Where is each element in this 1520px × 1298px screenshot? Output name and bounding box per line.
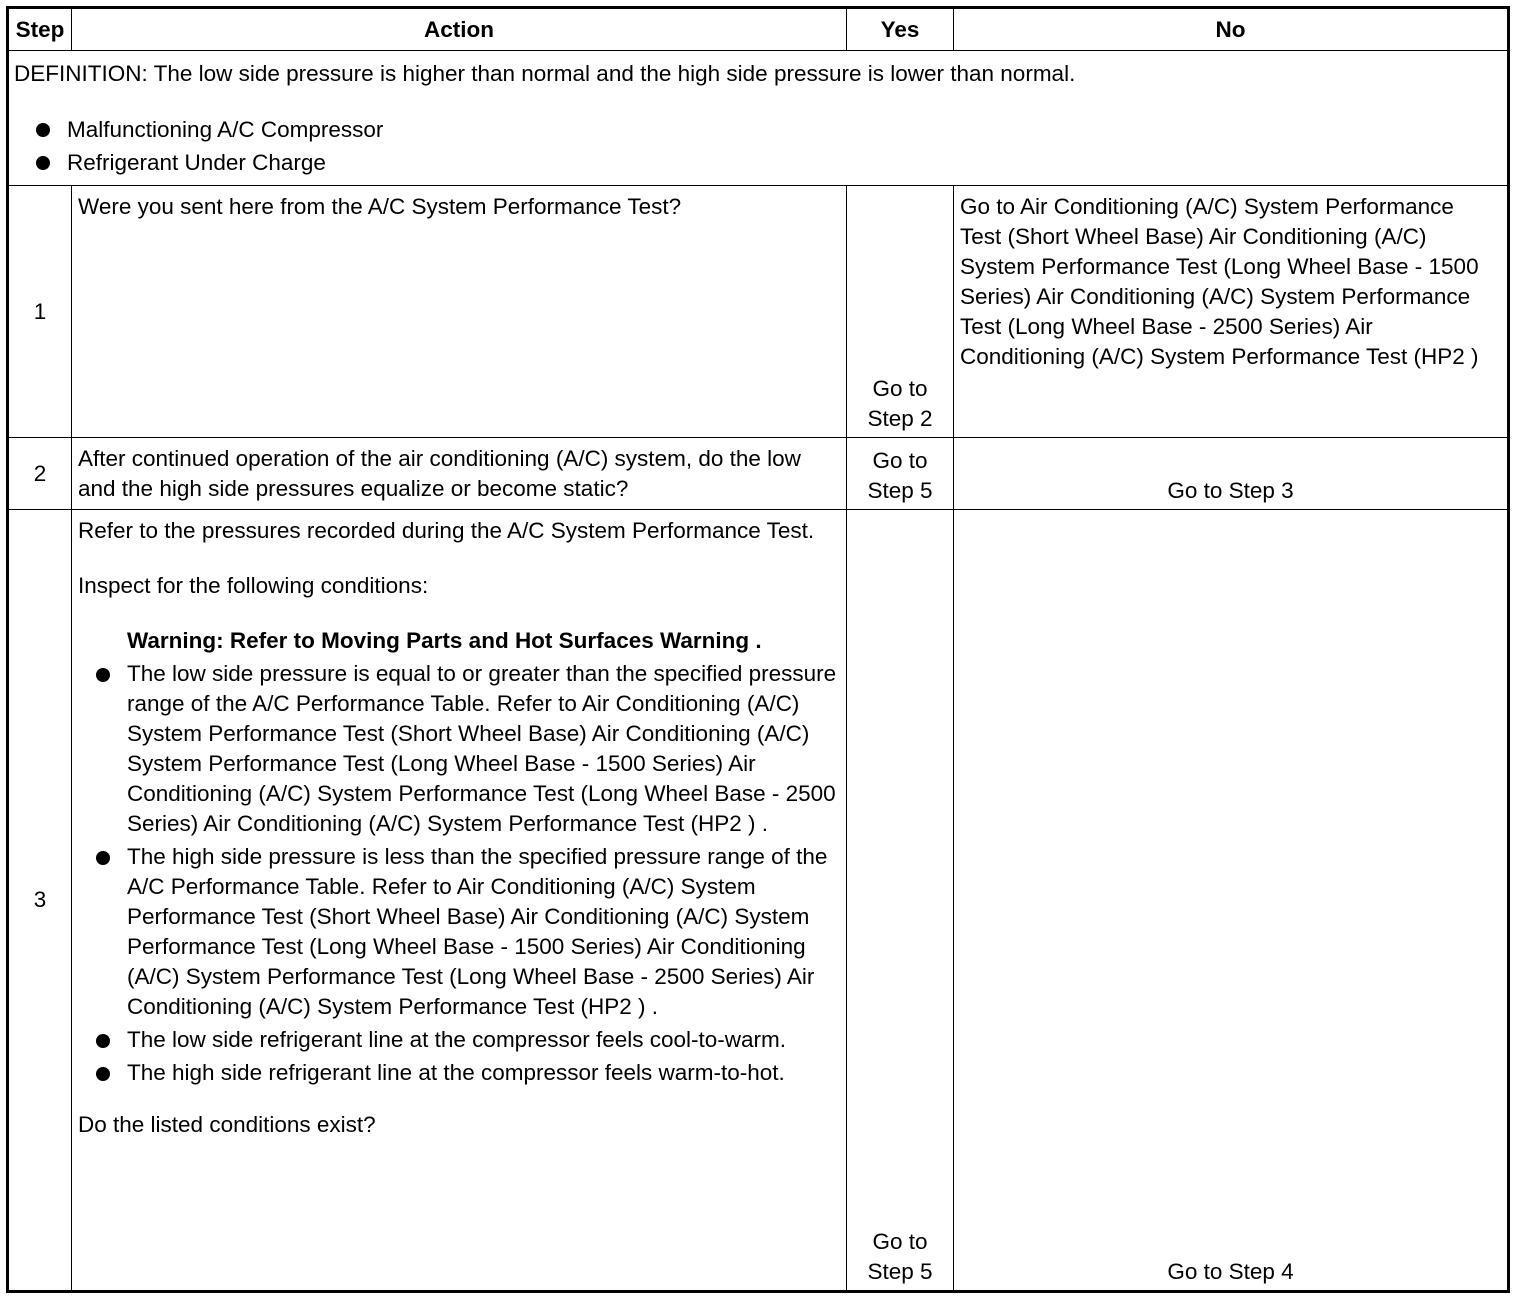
cause-list	[14, 113, 1505, 179]
bullet-icon	[96, 1034, 110, 1048]
cause-item: Malfunctioning A/C Compressor	[14, 113, 1505, 146]
header-yes: Yes	[847, 8, 954, 51]
no-cell: Go to Step 3	[954, 438, 1509, 510]
yes-cell: Go to Step 5	[847, 438, 954, 510]
condition-item: The low side pressure is equal to or greater than the specified pressure range of the A/C Performance Table. Refer to Air Conditioning (A/C) System Performance Test (Short Wheel Base) Air Conditioning (A/C) System Performance Test (Long Wheel Base - 1500 Series) Air Conditioning (A/C) System Performance Test (Long Wheel Base - 2500 Series) Air Conditioning (A/C) System Performance Test (HP2 ) .	[78, 659, 840, 839]
cause-item: Refrigerant Under Charge	[14, 146, 1505, 179]
header-step: Step	[8, 8, 72, 51]
action-cell: After continued operation of the air conditioning (A/C) system, do the low and the high side pressures equalize or become static?	[72, 438, 847, 510]
table-row	[8, 186, 1509, 438]
action-cell	[72, 510, 847, 1292]
diagnostic-table	[6, 6, 1510, 1293]
action-inspect: Inspect for the following conditions:	[78, 573, 429, 598]
header-action: Action	[72, 8, 847, 51]
step-number: 1	[8, 186, 72, 438]
bullet-icon	[36, 156, 50, 170]
no-cell: Go to Air Conditioning (A/C) System Performance Test (Short Wheel Base) Air Conditioning (A/C) System Performance Test (Long Wheel Base - 1500 Series) Air Conditioning (A/C) System Performance Test (Long Wheel Base - 2500 Series) Air Conditioning (A/C) System Performance Test (HP2 )	[954, 186, 1509, 438]
bullet-icon	[96, 668, 110, 682]
yes-cell: Go to Step 5	[847, 510, 954, 1292]
warning-text: Warning: Refer to Moving Parts and Hot Surfaces Warning .	[127, 628, 762, 653]
definition-row	[8, 51, 1509, 186]
definition-cell	[8, 51, 1509, 186]
yes-cell: Go to Step 2	[847, 186, 954, 438]
step-number: 3	[8, 510, 72, 1292]
condition-item: The high side refrigerant line at the compressor feels warm-to-hot.	[78, 1058, 840, 1088]
bullet-icon	[36, 123, 50, 137]
step-number: 2	[8, 438, 72, 510]
bullet-icon	[96, 1067, 110, 1081]
header-row	[8, 8, 1509, 51]
action-cell: Were you sent here from the A/C System Performance Test?	[72, 186, 847, 438]
action-question: Do the listed conditions exist?	[78, 1112, 376, 1137]
definition-text: DEFINITION: The low side pressure is higher than normal and the high side pressure is lower than normal.	[14, 61, 1076, 86]
bullet-icon	[96, 851, 110, 865]
table-row	[8, 510, 1509, 1292]
table-row	[8, 438, 1509, 510]
action-intro: Refer to the pressures recorded during the A/C System Performance Test.	[78, 518, 815, 543]
condition-list	[78, 659, 840, 1088]
no-cell: Go to Step 4	[954, 510, 1509, 1292]
condition-item: The low side refrigerant line at the compressor feels cool-to-warm.	[78, 1025, 840, 1055]
header-no: No	[954, 8, 1509, 51]
condition-item: The high side pressure is less than the specified pressure range of the A/C Performance Table. Refer to Air Conditioning (A/C) System Performance Test (Short Wheel Base) Air Conditioning (A/C) System Performance Test (Long Wheel Base - 1500 Series) Air Conditioning (A/C) System Performance Test (Long Wheel Base - 2500 Series) Air Conditioning (A/C) System Performance Test (HP2 ) .	[78, 842, 840, 1022]
